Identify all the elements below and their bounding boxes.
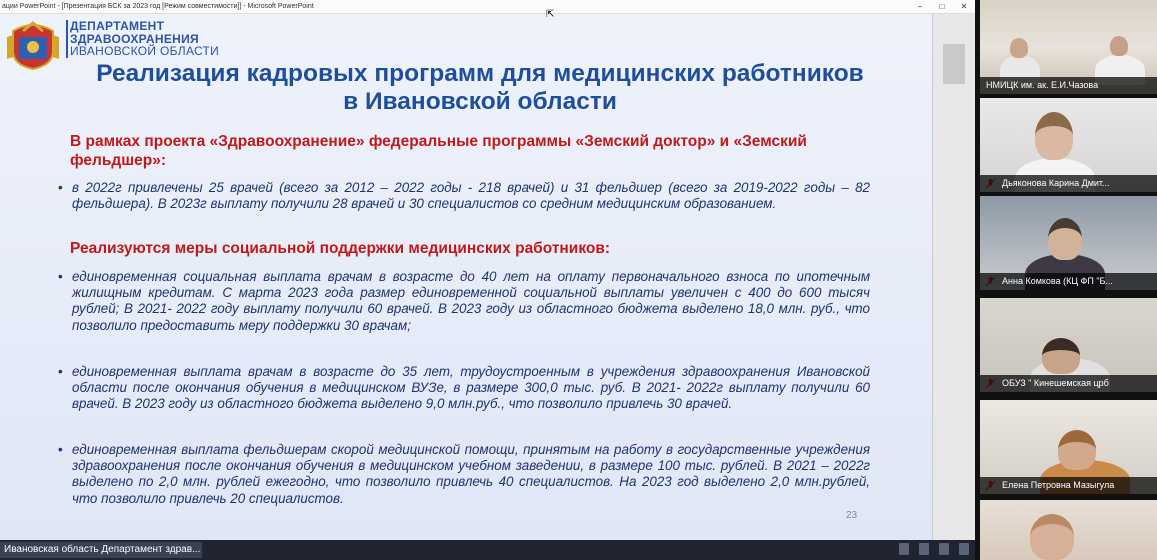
participants-panel	[976, 0, 1157, 560]
participant-figure	[1058, 430, 1096, 470]
participant-tile[interactable]	[980, 500, 1157, 560]
close-button[interactable]: ✕	[960, 2, 968, 11]
maximize-button[interactable]: □	[939, 2, 945, 11]
window-controls	[909, 0, 975, 14]
participant-name: Елена Петровна Мазыгула	[980, 477, 1157, 494]
slide-title	[30, 60, 930, 116]
participant-figure	[1110, 36, 1128, 56]
tray-icon[interactable]	[959, 543, 969, 555]
participant-figure	[1048, 218, 1082, 260]
section-heading-support: Реализуются меры социальной поддержки медицинских работников:	[70, 240, 611, 257]
window-titlebar[interactable]	[0, 0, 975, 14]
participant-name: Анна Комкова (КЦ ФП "Б...	[980, 273, 1157, 290]
slide-title-line-1: Реализация кадровых программ для медицинских работников	[96, 60, 864, 87]
department-divider	[66, 20, 68, 58]
participant-name: НМИЦК им. ак. Е.И.Чазова	[980, 77, 1157, 94]
participant-tile[interactable]	[980, 98, 1157, 192]
mouse-cursor-icon: ⇱	[546, 9, 555, 20]
participant-tile[interactable]	[980, 400, 1157, 494]
tray-icon[interactable]	[919, 543, 929, 555]
slide	[0, 14, 932, 540]
participant-tile[interactable]	[980, 196, 1157, 290]
bullet-paramedics-payment: • единовременная выплата фельдшерам скорой медицинской помощи, принятым на работу в государственные учреждения здравоохранения после окончания обучения в медицинском учебном заведении, в размере 100 тыс. рублей. В 2021 – 2022г выделено по 2,0 млн. рублей ежегодно, что позволило привлечь 40 специалистов. На 2023 год выделено 2,0 млн.рублей, что позволило привлечь 20 специалистов.	[72, 442, 870, 507]
scrollbar-thumb[interactable]	[943, 44, 965, 84]
department-name	[70, 20, 219, 58]
tray-icon[interactable]	[899, 543, 909, 555]
participant-figure	[1042, 338, 1080, 374]
participant-name: ОБУЗ " Кинешемская црб	[980, 375, 1157, 392]
taskbar	[0, 540, 975, 560]
participant-figure	[1030, 514, 1074, 560]
department-line-1: ДЕПАРТАМЕНТ	[70, 19, 165, 33]
participant-figure	[1010, 38, 1028, 58]
section-heading-programs: В рамках проекта «Здравоохранение» федеральные программы «Земский доктор» и «Земский фельдшер»:	[70, 133, 807, 169]
department-line-3: ИВАНОВСКОЙ ОБЛАСТИ	[70, 44, 220, 58]
window-title: ации PowerPoint - [Презентация БСК за 2023 год [Режим совместимости]] - Microsoft PowerPoint	[2, 3, 314, 10]
tray-icon[interactable]	[939, 543, 949, 555]
bullet-mortgage-payment: • единовременная социальная выплата врачам в возрасте до 40 лет на оплату первоначального взноса по ипотечным жилищным кредитам. С марта 2023 года размер единовременной социальной выплаты увеличен с 400 до 600 тысяч рублей; В 2021- 2022 году выплату получили 60 врачей. В 2023 году из областного бюджета выделено 18,0 млн. руб., что позволило предоставить меру поддержки 30 врачам;	[72, 269, 870, 334]
minimize-button[interactable]: –	[917, 2, 923, 11]
participant-tile[interactable]	[980, 0, 1157, 94]
slide-page-number: 23	[846, 510, 858, 521]
system-tray	[899, 543, 969, 555]
department-line-2: ЗДРАВООХРАНЕНИЯ	[70, 31, 199, 46]
taskbar-item-active[interactable]: Ивановская область Департамент здрав...	[0, 542, 202, 558]
bullet-young-doctors-payment: • единовременная выплата врачам в возрасте до 35 лет, трудоустроенным в учреждения здравоохранения Ивановской области после окончания обучения в медицинском ВУЗе, в размере 300,0 тыс. руб. В 2021- 2022г выплату получили 60 врачей. В 2023 году из областного бюджета выделено 9,0 млн.руб., что позволило привлечь 30 врачей.	[72, 364, 870, 413]
slide-title-line-2: в Ивановской области	[343, 88, 617, 115]
bullet-programs: • в 2022г привлечены 25 врачей (всего за 2012 – 2022 годы - 218 врачей) и 31 фельдшер (всего за 2019-2022 годы – 82 фельдшера). В 2023г выплату получили 28 врачей и 30 специалистов со средним медицинским образованием.	[72, 180, 870, 212]
participant-tile[interactable]	[980, 298, 1157, 392]
vertical-scrollbar[interactable]	[932, 14, 975, 540]
participant-name: Дьяконова Карина Дмит...	[980, 175, 1157, 192]
participant-figure	[1035, 112, 1073, 160]
